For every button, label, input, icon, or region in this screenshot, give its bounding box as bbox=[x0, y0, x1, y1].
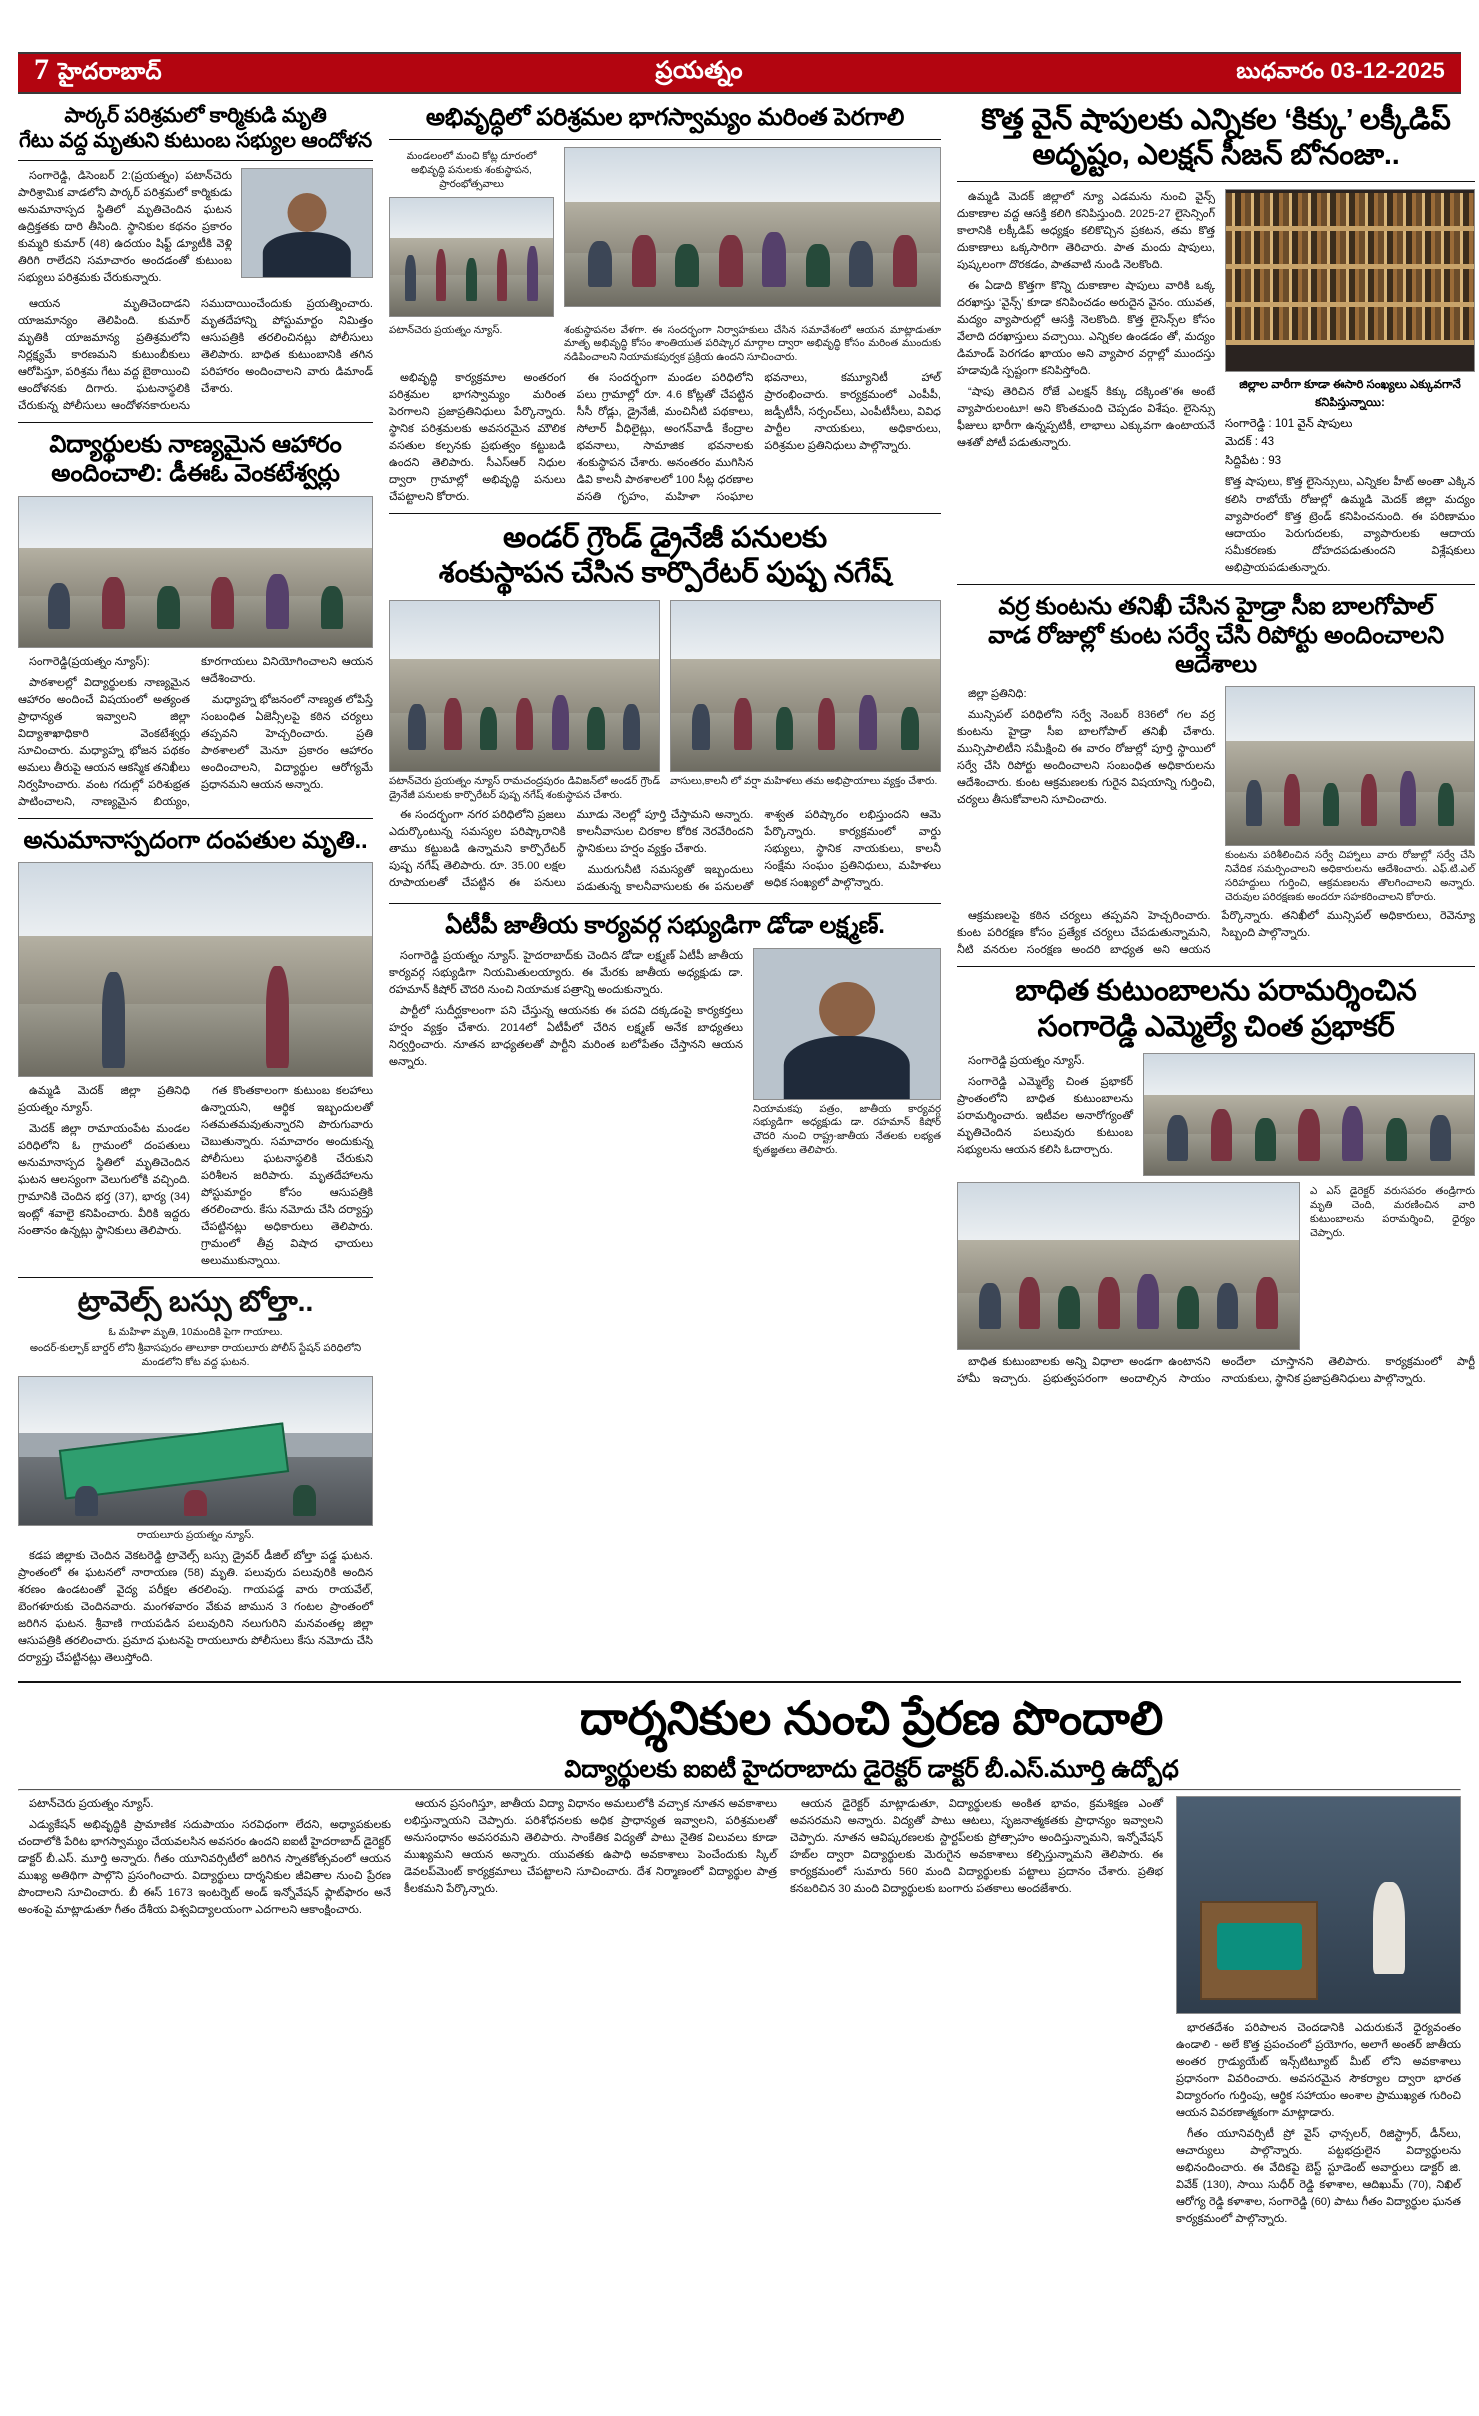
feature-dateline: పటాన్‌చెరు ప్రయత్నం న్యూస్. bbox=[29, 1798, 154, 1811]
mla-dateline: సంగారెడ్డి ప్రయత్నం న్యూస్. bbox=[968, 1055, 1085, 1068]
wine-body2: ఈ ఏడాది కొత్తగా కొన్ని దుకాణాల షాపులు వారికి ఒక్క దరఖాస్తు ‘వైన్స్’ కూడా కనిపించడం అరుదైన వైనం. యువత, మద్యం వ్యాపారుల్లో ఆసక్తి నెలకొంది. కొత్త లైసెన్స్‌ల కోసం వేలాది దరఖాస్తులు వచ్చాయి. ఎన్నికల ఉండడం తో, మద్యం డిమాండ్ పెరగడం ఖాయం అని వ్యాపార వర్గాల్లో ముందస్తు హడావుడి స్పష్టంగా కనిపిస్తోంది. bbox=[957, 279, 1215, 377]
bus-sub2: అంద‌ర్‌-కుల్పాక్ బార్డర్ లోని శ్రీవాసపురం తాలూకా రాయలూరు పోలీస్ స్టేషన్ పరిధిలోని మండలోని కోట వద్ద ఘటన. bbox=[29, 1343, 362, 1369]
parker-dateline: సంగారెడ్డి, డిసెంబర్ 2:(ప్రయత్నం) పటాన్‌చెరు పారిశ్రామిక వాడలోని పార్కర్ పరిశ్రమలో కార్మికుడు అనుమానాస్పద స్థితిలో మృతిచెందిన ఘటన ఉద్రిక్తతకు దారి తీసింది. స్థానికుల కథనం ప్రకారం కుమ్మరి కుమార్ (48) ఉదయం షిఫ్ట్ డ్యూటీకి వెళ్లి తిరిగి రాలేదని సమాచారం అందడంతో కుటుంబ సభ్యులు పరిశ్రమకు చేరుకున్నారు. bbox=[18, 170, 232, 285]
article-couple bbox=[18, 826, 373, 1270]
bus-caption: రాయలూరు ప్రయత్నం న్యూస్. bbox=[136, 1530, 255, 1541]
parker-photo bbox=[241, 168, 373, 278]
wine-stats-box bbox=[1225, 376, 1475, 577]
deo-dateline: సంగారెడ్డి(ప్రయత్నం న్యూస్): bbox=[29, 655, 150, 668]
drainage-caption-left: పటాన్‌చెరు ప్రయత్నం న్యూస్ రామచంద్రపురం డివిజన్‌లో అండర్ గ్రౌండ్ డ్రైనేజీ పనులకు కార్పొరేటర్ పుష్ప నగేష్ శంకుస్థాపన చేశారు. bbox=[389, 775, 660, 801]
lake-dateline: జిల్లా ప్రతినిధి: bbox=[968, 688, 1027, 701]
feature-column-2 bbox=[404, 1796, 777, 2232]
wine-headline-2: అదృష్టం, ఎలక్షన్ సీజన్ బోనంజా.. bbox=[1032, 139, 1400, 172]
feature-spacer bbox=[18, 1690, 266, 1784]
stat-row: మెదక్ : 43 bbox=[1225, 435, 1275, 449]
divider bbox=[18, 1681, 1461, 1683]
stat-row: సిద్దిపేట : 93 bbox=[1225, 453, 1282, 467]
feature-col3: ఆయన డైరెక్టర్ మాట్లాడుతూ, విద్యార్థులకు అంకిత భావం, క్రమశిక్షణ ఎంతో అవసరమని అన్నారు. విద్యతో పాటు ఆటలు, సృజనాత్మకతకు ప్రాధాన్యం ఇవ్వాలని చెప్పారు. నూతన ఆవిష్కరణలకు స్టార్టప్‌లకు ప్రోత్సాహం అందిస్తున్నామని, ఇన్నోవేషన్ హబ్‌ల ద్వారా విద్యార్థులకు మెరుగైన అవకాశాలు కల్పిస్తున్నామని తెలిపారు. ఈ కార్యక్రమంలో సుమారు 560 మంది విద్యార్థులకు పట్టాలు ప్రదానం చేశారు. ప్రతిభ కనబరిచిన 30 మంది విద్యార్థులకు బంగారు పతకాలు అందజేశారు. bbox=[790, 1798, 1163, 1896]
parker-body: ఆయన మృతిచెందాడని యాజమాన్యం తెలిపింది. కుమార్ మృతికి యాజమాన్య ప్రతిశ్రమలోని నిర్లక్ష్యమే కారణమని కుటుంబీకులు ఆరోపిస్తూ, పరిశ్రమ గేటు వద్ద బైఠాయించి ఆందోళనకు దిగారు. ఘటనాస్థలికి చేరుకున్న పోలీసులు ఆందోళనకారులను సముదాయించేందుకు ప్రయత్నించారు. మృతదేహాన్ని పోస్టుమార్టం నిమిత్తం ఆసుపత్రికి తరలించినట్లు పోలీసులు తెలిపారు. బాధిత కుటుంబానికి తగిన పరిహారం అందించాలని వారు డిమాండ్ చేశారు. bbox=[18, 298, 373, 413]
feature-photo bbox=[1176, 1796, 1461, 2014]
feature-article bbox=[18, 1681, 1461, 2233]
industry-photo-right bbox=[564, 147, 941, 307]
drainage-body: ఈ సందర్భంగా నగర పరిధిలోని ప్రజలు ఎదుర్కొంటున్న సమస్యల పరిష్కారానికి తాము కట్టుబడి ఉన్నామని కార్పొరేటర్ పుష్ప నగేష్ తెలిపారు. రూ. 35.00 లక్షల రూపాయలతో చేపట్టిన ఈ పనులు మూడు నెలల్లో పూర్తి చేస్తామని అన్నారు. కాలనీవాసుల చిరకాల కోరిక నెరవేరిందని స్థానికులు హర్షం వ్యక్తం చేశారు. bbox=[389, 809, 754, 890]
stat-value: 93 bbox=[1268, 453, 1282, 467]
parker-headline-1: పార్కర్ పరిశ్రమలో కార్మికుడి మృతి bbox=[64, 104, 327, 127]
mla-headline-1: బాధిత కుటుంబాలను పరామర్శించిన bbox=[1015, 975, 1417, 1008]
divider bbox=[389, 513, 941, 514]
parker-headline-2: గేటు వద్ద మృతుని కుటుంబ సభ్యుల ఆందోళన bbox=[19, 129, 372, 152]
feature-headline: దార్శనికుల నుంచి ప్రేరణ పొందాలి bbox=[579, 1691, 1164, 1744]
feature-col4-a: భారతదేశం పరిపాలన చెందడానికి ఎదురుకునే ధైర్యవంతం ఉండాలి - అలే కొత్త ప్రపంచంలో ప్రయోగం, అలాగే అంతర్ జాతీయ అంతర గ్రాడ్యుయేట్ ఇన్స్‌టిట్యూట్ మీట్ లోని అవకాశాలు ప్రధానంగా వివరించారు. అవసరమైన సౌకర్యాల ద్వారా భారత విద్యారంగం గుర్తింపు, ఆర్థిక సహాయం అంశాల ప్రాముఖ్యత గురించి ఆయన వివరణాత్మకంగా మాట్లాడారు. bbox=[1176, 2022, 1461, 2120]
mla-photo-bottom bbox=[957, 1182, 1300, 1350]
publication-date: బుధవారం 03-12-2025 bbox=[1236, 57, 1445, 83]
lake-headline-2: వాడ రోజుల్లో కుంట సర్వే చేసి రిపోర్టు అందించాలని ఆదేశాలు bbox=[988, 621, 1444, 679]
column-center bbox=[389, 103, 941, 1671]
feature-column-4 bbox=[1176, 1796, 1461, 2232]
page-number: 7 bbox=[34, 53, 49, 86]
lake-body2: ఆక్రమణలపై కఠిన చర్యలు తప్పవని హెచ్చరించారు. కుంట పరిరక్షణ కోసం ప్రత్యేక చర్యలు చేపడుతున్నామని, నీటి వనరుల సంరక్షణ అందరి బాధ్యత అని ఆయన పేర్కొన్నారు. తనిఖీలో మున్సిపల్ అధికారులు, రెవెన్యూ సిబ్బంది పాల్గొన్నారు. bbox=[957, 910, 1475, 957]
couple-dateline: ఉమ్మడి మెదక్ జిల్లా ప్రతినిధి ప్రయత్నం న్యూస్. bbox=[18, 1085, 190, 1115]
feature-column-1 bbox=[18, 1796, 391, 2232]
masthead-banner bbox=[18, 52, 1461, 94]
bus-body: కడప జిల్లాకు చెందిన వెకటరెడ్డి ట్రావెల్స్ బస్సు డ్రైవర్ డీజిల్ బోల్తా పడ్డ ఘటన. ప్రాంతంలో ఈ ఘటనలో నారాయణ (58) మృతి. పలువురు పలువురికి అందిన శరణం ఉండటంతో వైద్య పరీక్షల తరలింపు. గాయపడ్డ వారు రాయవేల్, బెంగళూరుకు చెందినవారు. మంగళవారం వేకువ జామున 3 గంటల ప్రాంతంలో జరిగిన ఘటన. శ్రీవాణి గాయపడిన పలువురిని నలుగురిని మనవంతల్ల జిల్లా ఆసుపత్రికి తరలించారు. ప్రమాద ఘటనపై రాయలూరు పోలీసులు కేసు నమోదు చేసి దర్యాప్తు చేపట్టినట్లు తెలుస్తోంది. bbox=[18, 1549, 373, 1664]
couple-body2: గత కొంతకాలంగా కుటుంబ కలహాలు ఉన్నాయని, ఆర్థిక ఇబ్బందులతో సతమతమవుతున్నారని పొరుగువారు చెబుతున్నారు. సమాచారం అందుకున్న పోలీసులు ఘటనాస్థలికి చేరుకుని పరిశీలన జరిపారు. మృతదేహాలను పోస్టుమార్టం కోసం ఆసుపత్రికి తరలించారు. కేసు నమోదు చేసి దర్యాప్తు చేపట్టినట్లు అధికారులు తెలిపారు. గ్రామంలో తీవ్ర విషాద ఛాయలు అలుముకున్నాయి. bbox=[201, 1085, 373, 1268]
stat-row: సంగారెడ్డి : 101 వైన్ షాపులు bbox=[1225, 416, 1353, 430]
industry-caption-top: శంకుస్థాపనల వేళగా. ఈ సందర్భంగా నిర్వాహకులు చేసిన సమావేశంలో ఆయన మాట్లాడుతూ మాతృ అభివృద్ధి కోసం శాంతియుత పరిష్కార మార్గాల ద్వారా అభివృద్ధి కోసం మరింత ముందుకు నడిపించాలని నియామకపుర్వక ప్రక్రియ ఉందని సూచించారు. bbox=[564, 324, 941, 364]
article-industry bbox=[389, 103, 941, 506]
article-drainage bbox=[389, 521, 941, 896]
couple-photo bbox=[18, 862, 373, 1077]
mla-headline-2: సంగారెడ్డి ఎమ్మెల్యే చింత ప్రభాకర్ bbox=[1037, 1010, 1395, 1043]
wine-body3: “షాపు తెరిచిన రోజే ఎలక్షన్ కిక్కు దక్కింత”ఈ అంటే వ్యాపారులంటూ! అని కొంతమంది చెప్పడం విశేషం. లైసెన్సు ఫీజులు భారీగా ఉన్నప్పటికీ, లాభాలు ఎక్కువగా ఉంటాయనే ఆశతో పోటీ పడుతున్నారు. bbox=[957, 385, 1215, 449]
divider bbox=[957, 966, 1475, 967]
mla-body2: బాధిత కుటుంబాలకు అన్ని విధాలా అండగా ఉంటానని హామీ ఇచ్చారు. ప్రభుత్వపరంగా అందాల్సిన సాయం అందేలా చూస్తానని తెలిపారు. కార్యక్రమంలో పార్టీ నాయకులు, స్థానిక ప్రజాప్రతినిధులు పాల్గొన్నారు. bbox=[957, 1356, 1475, 1386]
stat-value: 43 bbox=[1261, 435, 1275, 449]
deo-headline-2: అందించాలి: డీఈఓ వెంకటేశ్వర్లు bbox=[51, 460, 340, 488]
atp-body: సంగారెడ్డి ప్రయత్నం న్యూస్. హైదరాబాద్‌కు చెందిన డోడా లక్ష్మణ్ ఏటీపీ జాతీయ కార్యవర్గ సభ్యుడిగా నియమితులయ్యారు. ఈ మేరకు జాతీయ అధ్యక్షుడు డా. రహమాన్ కిషోర్ చౌదరి నుంచి నియామక పత్రాన్ని అందుకున్నారు. bbox=[389, 949, 743, 996]
divider bbox=[18, 818, 373, 819]
article-bus bbox=[18, 1285, 373, 1671]
main-grid bbox=[18, 103, 1475, 1671]
industry-caption-side: పటాన్‌చెరు ప్రయత్నం న్యూస్. bbox=[389, 324, 503, 336]
drainage-photo-left bbox=[389, 600, 660, 772]
wine-headline-1: కొత్త వైన్ షాపులకు ఎన్నికల ‘కిక్కు’ లక్కీడిప్ bbox=[981, 104, 1451, 136]
lake-headline-1: వర్ర కుంటను తనిఖీ చేసిన హైడ్రా సీఐ బాలగోపాల్ bbox=[998, 592, 1434, 620]
industry-body2: ఈ సందర్భంగా మండల పరిధిలోని పలు గ్రామాల్లో రూ. 4.6 కోట్లతో చేపట్టిన సీసీ రోడ్లు, డ్రైనేజీ, మంచినీటి పథకాలు, సోలార్ వీధిలైట్లు, అంగన్‌వాడీ కేంద్రాల భవనాలు, సామాజిక భవనాలకు శంకుస్థాపన చేశారు. అనంతరం ముగిసిన డివి కాలనీ పాఠశాలలో 100 సీట్ల ధరణాల వసతి గృహం, మహిళా సంఘాల భవనాలు, కమ్యూనిటీ హాల్ ప్రారంభించారు. కార్యక్రమంలో ఎంపీపీ, జడ్పీటీసీ, సర్పంచ్‌లు, ఎంపీటీసీలు, వివిధ పార్టీల నాయకులు, అధికారులు, పరిశ్రమల ప్రతినిధులు పాల్గొన్నారు. bbox=[576, 371, 941, 503]
deo-photo bbox=[18, 496, 373, 648]
couple-headline: అనుమానాస్పదంగా దంపతుల మృతి.. bbox=[23, 826, 368, 854]
paper-title: ప్రయత్నం bbox=[655, 56, 744, 84]
feature-col4-b: గీతం యూనివర్సిటీ ప్రో వైస్ ఛాన్సలర్, రిజిస్ట్రార్, డీన్‌లు, ఆచార్యులు పాల్గొన్నారు. పట్టభద్రులైన విద్యార్థులను అభినందించారు. ఈ వేదికపై బెస్ట్ స్టూడెంట్ అవార్డులు డాక్టర్ జి. వివేక్ (130), సాయి సుధీర్ రెడ్డి కళాశాల, ఆదిఖుమ్ (70), నిఖిల్ ఆరోగ్య రెడ్డి కళాశాల, సంగారెడ్డి (60) పాటు గీతం విద్యార్థుల ఘనత కార్యక్రమంలో పాల్గొన్నారు. bbox=[1176, 2128, 1461, 2226]
divider bbox=[18, 1789, 1461, 1791]
bus-headline: ట్రావెల్స్ బస్సు బోల్తా.. bbox=[77, 1286, 314, 1319]
atp-body2: పార్టీలో సుదీర్ఘకాలంగా పని చేస్తున్న ఆయనకు ఈ పదవి దక్కడంపై కార్యకర్తలు హర్షం వ్యక్తం చేశారు. 2014లో ఏటీపీలో చేరిన లక్ష్మణ్ అనేక బాధ్యతలు నిర్వర్తించారు. నూతన బాధ్యతలతో పార్టీని మరింత బలోపేతం చేస్తానని ఆయన అన్నారు. bbox=[389, 1004, 743, 1068]
feature-col1: ఎడ్యుకేషన్ అభివృద్ధికి ప్రామాణిక సదుపాయం సరవిధంగా లేదని, అధ్యాపకులకు చందాలోకి పేరిట భాగస్వామ్యం చేయవలసిన అవసరం ఉందని ఐఐటీ హైదరాబాద్ డైరెక్టర్ డాక్టర్ బీ.ఎస్. మూర్తి అన్నారు. గీతం యూనివర్సిటీలో జరిగిన స్నాతకోత్సవంలో ఆయన ముఖ్య అతిథిగా పాల్గొని ప్రసంగించారు. విద్యార్థులు దార్శనికుల జీవితాల నుంచి ప్రేరణ పొందాలని సూచించారు. బీ ఈస్ 1673 ఇంటర్నెట్ అండ్ ఇన్నోవేషన్ ఫ్లాట్‌ఫారం అనే అంశంపై మాట్లాడుతూ గీతం దేశీయ విశ్వవిద్యాలయంగా ఎదగాలని ఆకాంక్షించారు. bbox=[18, 1819, 391, 1917]
feature-subhead: విద్యార్థులకు ఐఐటీ హైదరాబాదు డైరెక్టర్ డాక్టర్ బీ.ఎస్.మూర్తి ఉద్బోధ bbox=[564, 1755, 1179, 1783]
divider bbox=[18, 422, 373, 423]
stat-district: సంగారెడ్డి bbox=[1225, 416, 1266, 430]
feature-column-3 bbox=[790, 1796, 1163, 2232]
stat-value: 101 వైన్ షాపులు bbox=[1274, 416, 1353, 430]
column-right bbox=[957, 103, 1475, 1671]
newspaper-page bbox=[0, 52, 1479, 2416]
article-atp bbox=[389, 911, 941, 1157]
lake-body: మున్సిపల్ పరిధిలోని సర్వే నెంబర్ 836లో గల వర్ర కుంటను హైడ్రా సీఐ బాలగోపాల్ తనిఖీ చేశారు. మున్సిపాలిటీని సమీక్షించి ఈ వారం రోజుల్లో పూర్తి స్థాయిలో సర్వే చేసి రిపోర్టు అందించాలని సంబంధిత అధికారులను ఆదేశించారు. కుంట ఆక్రమణలకు గురైన విషయాన్ని గుర్తించి, చర్యలు తీసుకోవాలని సూచించారు. bbox=[957, 709, 1215, 807]
article-parker bbox=[18, 103, 373, 415]
article-deo bbox=[18, 430, 373, 811]
deo-body2: మధ్యాహ్న భోజనంలో నాణ్యత లోపిస్తే సంబంధిత ఏజెన్సీలపై కఠిన చర్యలు తప్పవని హెచ్చరించారు. ప్రతి పాఠశాలలో మెనూ ప్రకారం ఆహారం అందించాలని, విద్యార్థుల ఆరోగ్యమే ప్రధానమని ఆయన అన్నారు. bbox=[201, 693, 373, 791]
stat-district: సిద్దిపేట bbox=[1225, 453, 1259, 467]
divider bbox=[389, 139, 941, 140]
masthead-left bbox=[34, 55, 162, 91]
bus-sub1: ఓ మహిళా మృతి, 10మందికి పైగా గాయాలు. bbox=[108, 1326, 283, 1338]
drainage-photo-right bbox=[670, 600, 941, 772]
divider bbox=[18, 1277, 373, 1278]
wine-photo-caption: జిల్లాల వారీగా కూడా ఈసారి సంఖ్యలు ఎక్కువగానే కనిపిస్తున్నాయి: bbox=[1239, 377, 1461, 410]
couple-body: మెదక్ జిల్లా రామాయంపేట మండల పరిధిలోని ఓ గ్రామంలో దంపతులు అనుమానాస్పద స్థితిలో మృతిచెందిన ఘటన ఆలస్యంగా వెలుగులోకి వచ్చింది. గ్రామానికి చెందిన భర్త (37), భార్య (34) ఇంట్లో శవాలై కనిపించారు. వీరికి ఇద్దరు సంతానం ఉన్నట్లు స్థానికులు తెలిపారు. bbox=[18, 1123, 190, 1238]
atp-headline: ఏటీపీ జాతీయ కార్యవర్గ సభ్యుడిగా డోడా లక్ష్మణ్. bbox=[445, 912, 885, 940]
lake-photo bbox=[1225, 686, 1475, 846]
mla-caption: ఎ ఎస్ డైరెక్టర్ వరుసపరం తండ్రిగారు మృతి చెంది, మరణించిన వారి కుటుంబాలను పరామర్శించి, ధైర్యం చెప్పారు. bbox=[1310, 1186, 1475, 1239]
article-mla bbox=[957, 974, 1475, 1390]
deo-body: పాఠశాలల్లో విద్యార్థులకు నాణ్యమైన ఆహారం అందించే విషయంలో అత్యంత ప్రాధాన్యత ఇవ్వాలని జిల్లా విద్యాశాఖాధికారి వెంకటేశ్వర్లు సూచించారు. మధ్యాహ్న భోజన పథకం అమలు తీరుపై ఆయన ఆకస్మిక తనిఖీలు నిర్వహించారు. వంట గదుల్లో పరిశుభ్రత పాటించాలని, నాణ్యమైన బియ్యం, కూరగాయలు వినియోగించాలని ఆయన ఆదేశించారు. bbox=[18, 655, 373, 808]
industry-photo-left bbox=[389, 197, 554, 317]
deo-headline-1: విద్యార్థులకు నాణ్యమైన ఆహారం bbox=[49, 431, 342, 459]
wine-body: ఉమ్మడి మెదక్ జిల్లాలో న్యూ ఎడమను నుంచి వైన్స్ దుకాణాల వద్ద ఆసక్తి కలిగి కనిపిస్తుంది. 2025-27 లైసెన్సింగ్ కాలానికి లక్కీడిప్ అధ్యక్షం కలికొచ్చిన ప్రకటన, తమ కొత్త దుకాణాలు ఒక్కసారిగా తెరిచారు. పాత మందు షాపులు, పుష్కలంగా దొరకడం, పాతవాటి నుండి నెలకొంది. bbox=[957, 190, 1215, 271]
bus-photo bbox=[18, 1376, 373, 1526]
wine-shop-photo bbox=[1225, 189, 1475, 372]
divider bbox=[389, 903, 941, 904]
divider bbox=[18, 160, 373, 161]
drainage-headline-1: అండర్ గ్రౌండ్ డ్రైనేజీ పనులకు bbox=[503, 521, 827, 554]
industry-body: అభివృద్ధి కార్యక్రమాల అంతరంగ పరిశ్రమల భాగస్వామ్యం మరింత పెరగాలని ప్రజాప్రతినిధులు పేర్కొన్నారు. స్థానిక పరిశ్రమలకు అవసరమైన మౌలిక వసతుల కల్పనకు ప్రభుత్వం కట్టుబడి ఉందని తెలిపారు. సీఎస్ఆర్ నిధుల ద్వారా గ్రామాల్లో అభివృద్ధి పనులు చేపట్టాలని కోరారు. bbox=[389, 371, 566, 503]
article-lake bbox=[957, 592, 1475, 960]
drainage-caption-right: వాసులు,కాలనీ లో వర్షా మహిళలు తమ అభిప్రాయాలు వ్యక్తం చేశారు. bbox=[670, 775, 938, 787]
stat-district: మెదక్ bbox=[1225, 435, 1252, 449]
feature-col2: ఆయన ప్రసంగిస్తూ, జాతీయ విద్యా విధానం అమలులోకి వచ్చాక నూతన అవకాశాలు లభిస్తున్నాయని చెప్పారు. పరిశోధనలకు అధిక ప్రాధాన్యత ఇవ్వాలని, పరిశ్రమలతో అనుసంధానం అవసరమని తెలిపారు. సాంకేతిక విద్యతో పాటు నైతిక విలువలు కూడా ముఖ్యమని ఆయన అన్నారు. యువతకు ఉపాధి అవకాశాలు పెంచేందుకు స్కిల్ డెవలప్‌మెంట్ కార్యక్రమాలు చేపట్టాలని సూచించారు. దేశ నిర్మాణంలో విద్యార్థుల పాత్ర కీలకమని పేర్కొన్నారు. bbox=[404, 1798, 777, 1896]
industry-headline: అభివృద్ధిలో పరిశ్రమల భాగస్వామ్యం మరింత పెరగాలి bbox=[425, 104, 905, 131]
wine-stats-footer: కొత్త షాపులు, కొత్త లైసెన్సులు, ఎన్నికల హీట్ అంతా ఎక్కిన కలిసి రాబోయే రోజుల్లో ఉమ్మడి మెదక్ జిల్లా మద్యం వ్యాపారంలో కొత్త ట్రెండ్ కనిపించనుంది. ఈ పరిణామం ఆదాయం పెరుగుదలకు, వ్యాపారులకు ఆదాయ సమీకరణకు దోహదపడుతుందని విశ్లేషకులు అభిప్రాయపడుతున్నారు. bbox=[1225, 476, 1475, 574]
divider bbox=[957, 584, 1475, 585]
mla-body: సంగారెడ్డి ఎమ్మెల్యే చింత ప్రభాకర్ ప్రాంతంలోని బాధిత కుటుంబాలను పరామర్శించారు. ఇటీవల అనారోగ్యంతో మృతిచెందిన పలువురు కుటుంబ సభ్యులను ఆయన కలిసి ఓదార్చారు. bbox=[957, 1076, 1133, 1157]
industry-sub: మండలంలో మంచి కోట్ల దూరంలో అభివృద్ధి పనులకు శంకుస్థాపన, ప్రారంభోత్సవాలు bbox=[406, 151, 537, 190]
lake-caption: కుంటను పరిశీలించిన సర్వే చిహ్నాలు వారు రోజుల్లో సర్వే చేసి నివేదిక సమర్పించాలని అధికారులను ఆదేశించారు. ఎఫ్.టి.ఎల్ సరిహద్దులు గుర్తించి, ఆక్రమణలను తొలగించాలని అన్నారు. చెరువుల పరిరక్షణకు అందరూ సహకరించాలని కోరారు. bbox=[1225, 850, 1475, 903]
atp-photo bbox=[753, 948, 941, 1100]
atp-caption: నియామకపు పత్రం, జాతీయ కార్యవర్గ సభ్యుడిగా అధ్యక్షుడు డా. రహమాన్ కిషోర్ చౌదరి నుంచి రాష్ట్ర-జాతీయ నేతలకు లభ్యత కృతజ్ఞతలు తెలిపారు. bbox=[753, 1103, 941, 1156]
mla-photo-top bbox=[1143, 1053, 1475, 1176]
drainage-headline-2: శంకుస్థాపన చేసిన కార్పొరేటర్ పుష్ప నగేష్ bbox=[438, 557, 892, 590]
column-left bbox=[18, 103, 373, 1671]
drainage-body2: మురుగునీటి సమస్యతో ఇబ్బందులు పడుతున్న కాలనీవాసులకు ఈ పనులతో శాశ్వత పరిష్కారం లభిస్తుందని ఆమె పేర్కొన్నారు. కార్యక్రమంలో వార్డు సభ్యులు, స్థానిక నాయకులు, కాలనీ సంక్షేమ సంఘం ప్రతినిధులు, మహిళలు అధిక సంఖ్యలో పాల్గొన్నారు. bbox=[576, 809, 941, 894]
article-wine bbox=[957, 103, 1475, 577]
edition-city: హైదరాబాద్ bbox=[58, 58, 162, 84]
divider bbox=[957, 181, 1475, 182]
